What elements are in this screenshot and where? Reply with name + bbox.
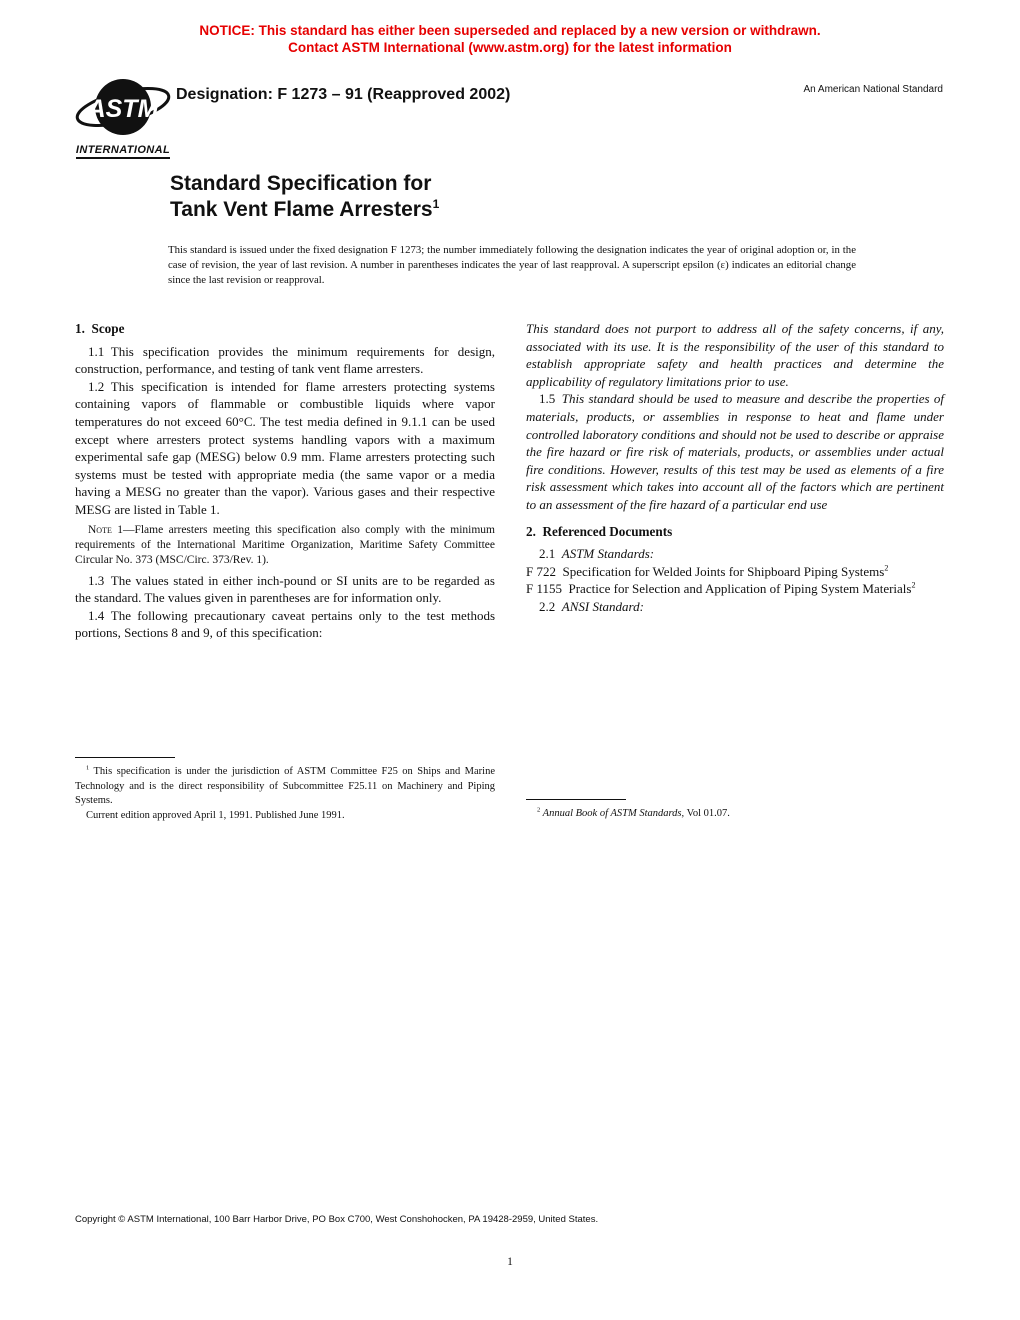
note-1 xyxy=(75,523,495,568)
paragraph-2-1-number: 2.1 xyxy=(539,546,562,562)
reference-f722-text: F 722 Specification for Welded Joints for Shipboard Piping Systems xyxy=(526,563,885,579)
note-1-label: Note 1— xyxy=(88,523,135,536)
reference-f1155-footnote-ref: 2 xyxy=(911,580,916,590)
footnote-rule-right xyxy=(526,799,626,800)
copyright-line: Copyright © ASTM International, 100 Barr Harbor Drive, PO Box C700, West Conshohocken, PA 19428-2959, United States. xyxy=(75,1214,599,1225)
paragraph-2-2-number: 2.2 xyxy=(539,598,562,614)
astm-logo xyxy=(74,74,172,159)
paragraph-1-4-caveat: This standard does not purport to address all of the safety concerns, if any, associated with its use. It is the responsibility of the user of this standard to establish appropriate safety and health practices and determine the applicability of regulatory limitations prior to use. xyxy=(526,321,944,389)
title-line2: Tank Vent Flame Arresters xyxy=(170,198,433,221)
reference-f722-footnote-ref: 2 xyxy=(884,563,889,573)
column-left xyxy=(75,320,495,642)
reference-f1155 xyxy=(526,580,944,598)
astm-globe-icon xyxy=(75,74,171,140)
paragraph-1-4: 1.4 The following precautionary caveat pertains only to the test methods portions, Sections 8 and 9, of this specification: xyxy=(75,607,495,641)
notice-line2: Contact ASTM International (www.astm.org) for the latest information xyxy=(288,40,732,55)
paragraph-1-3: 1.3 The values stated in either inch-pound or SI units are to be regarded as the standard. The values given in parentheses are for information only. xyxy=(75,572,495,606)
paragraph-2-2-label: ANSI Standard: xyxy=(561,598,644,614)
section-2-heading: 2. Referenced Documents xyxy=(526,523,673,539)
preamble: This standard is issued under the fixed designation F 1273; the number immediately following the designation indicates the year of original adoption or, in the case of revision, the year of last revision. A number in parentheses indicates the year of last reapproval. A superscript epsilon (ε) indicates an editorial change since the last revision or reapproval. xyxy=(168,244,856,286)
footnote-2-book-title: Annual Book of ASTM Standards, xyxy=(540,808,685,819)
section-1-heading: 1. Scope xyxy=(75,321,125,336)
column-right xyxy=(526,320,944,616)
paragraph-2-1-label: ASTM Standards: xyxy=(561,546,655,562)
footnote-1-body: This specification is under the jurisdiction of ASTM Committee F25 on Ships and Marine Technology and is the direct responsibility of Subcommittee F25.11 on Machinery and Piping Systems. xyxy=(75,766,495,806)
notice-line1: NOTICE: This standard has either been superseded and replaced by a new version or withdrawn. xyxy=(199,23,821,38)
page-title xyxy=(170,171,439,223)
footnote-1-text xyxy=(75,765,495,809)
reference-f1155-text: F 1155 Practice for Selection and Application of Piping System Materials xyxy=(526,581,912,597)
page-number: 1 xyxy=(507,1256,513,1268)
note-1-text: Flame arresters meeting this specification also comply with the minimum requirements of the International Maritime Organization, Maritime Safety Committee Circular No. 373 (MSC/Circ. 373/Rev. 1). xyxy=(75,523,496,566)
paragraph-1-5-text: This standard should be used to measure and describe the properties of materials, products, or assemblies in response to heat and flame under controlled laboratory conditions and should not be used to describe or appraise the fire hazard or fire risk of materials, products, or assemblies under actual fire conditions. However, results of this test may be used as elements of a fire risk assessment which takes into account all of the factors which are pertinent to an assessment of the fire hazard of a particular end use xyxy=(526,391,944,512)
reference-f722 xyxy=(526,563,944,581)
footnote-1 xyxy=(75,757,495,823)
paragraph-2-2 xyxy=(526,598,944,616)
paragraph-1-1: 1.1 This specification provides the minimum requirements for design, construction, performance, and testing of tank vent flame arresters. xyxy=(75,343,495,377)
footnote-1-line2: Current edition approved April 1, 1991. Published June 1991. xyxy=(86,809,345,821)
paragraph-1-2: 1.2 This specification is intended for flame arresters protecting systems containing vapors of flammable or combustible liquids where vapor temperatures do not exceed 60°C. The test media defined in 9.1.1 can be used except where arresters protect systems handling vapors with a maximum experimental safe gap (MESG) below 0.9 mm. Flame arresters protecting such systems must be tested with appropriate media (the same vapor or a media having a MESG no greater than the vapor). Various gases and their respective MESG are listed in Table 1. xyxy=(75,378,495,517)
footnote-2-marker: 2 xyxy=(537,806,541,814)
paragraph-2-1 xyxy=(526,545,944,563)
designation: Designation: F 1273 – 91 (Reapproved 2002) xyxy=(176,86,511,103)
paragraph-1-5 xyxy=(526,390,944,513)
footnote-1-marker: 1 xyxy=(86,764,90,772)
title-line1: Standard Specification for xyxy=(170,172,432,195)
astm-logo-international: INTERNATIONAL xyxy=(76,144,170,159)
footnote-2-volume: Vol 01.07. xyxy=(684,808,730,819)
astm-logo-text: ASTM xyxy=(87,95,159,123)
footnote-2-text xyxy=(526,807,944,822)
footnote-rule-left xyxy=(75,757,175,758)
paragraph-1-5-number: 1.5 xyxy=(539,391,562,407)
title-footnote-ref: 1 xyxy=(432,197,440,211)
notice-banner xyxy=(0,22,1020,56)
national-standard-note: An American National Standard xyxy=(803,84,943,95)
footnote-2 xyxy=(526,799,944,822)
